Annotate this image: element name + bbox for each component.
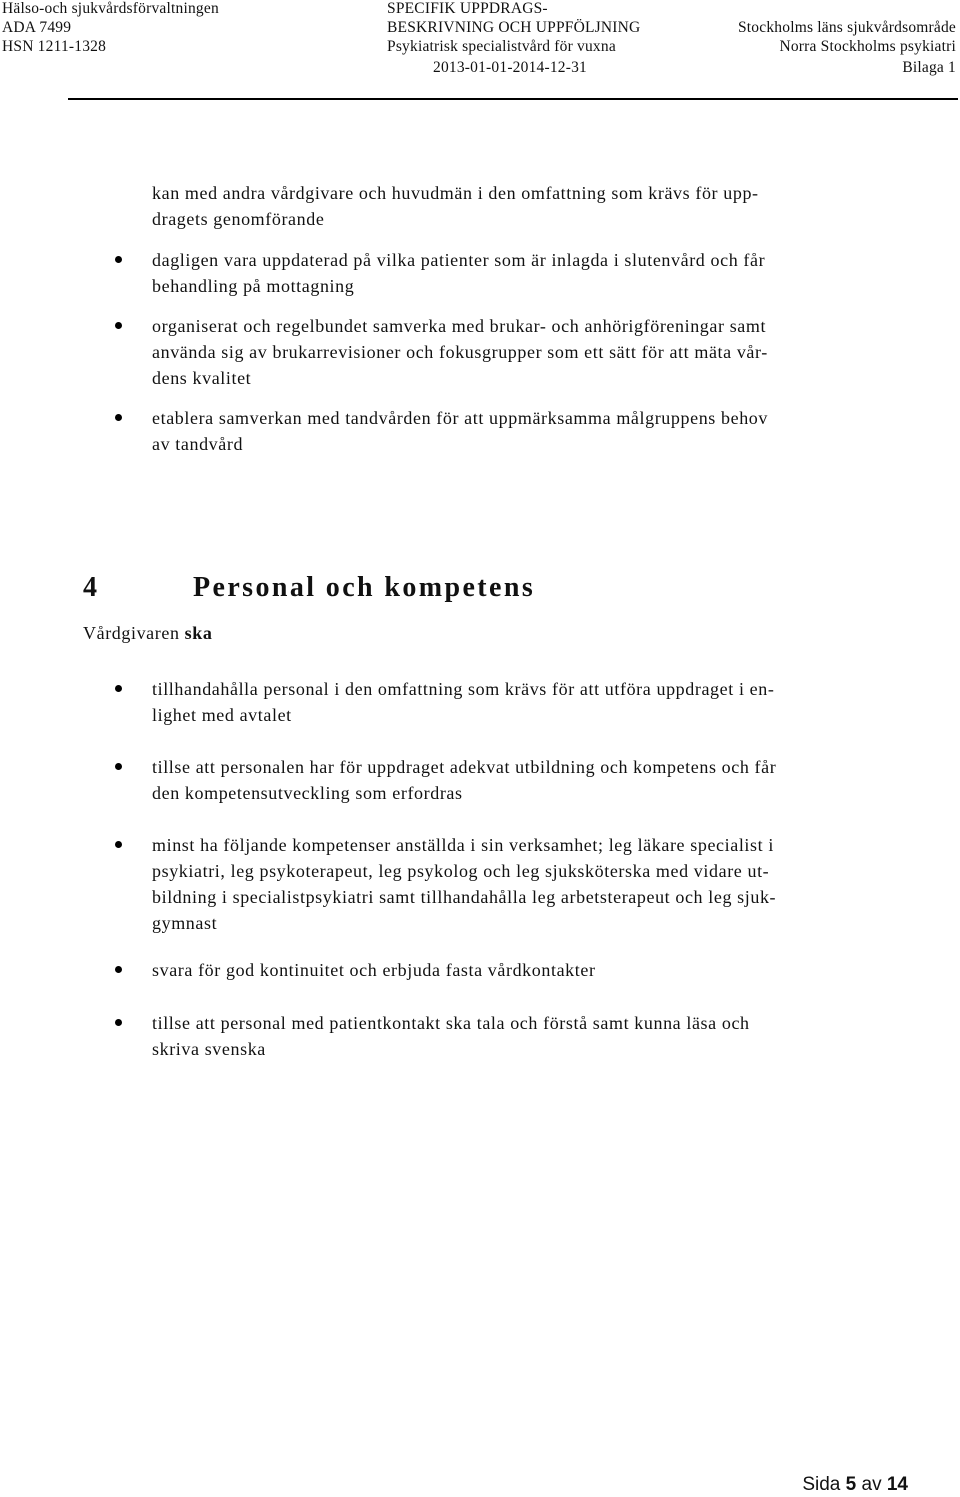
header-org: Hälso-och sjukvårdsförvaltningen — [2, 0, 219, 17]
list-item: dagligen vara uppdaterad på vilka patienter som är inlagda i slutenvård och får behandling på mottagning — [152, 250, 766, 296]
header-unit: Norra Stockholms psykiatri — [779, 38, 956, 55]
section-number: 4 — [83, 572, 97, 603]
bullet-icon — [115, 685, 125, 695]
header-attachment: Bilaga 1 — [902, 59, 956, 76]
header-area: Stockholms läns sjukvårdsområde — [737, 19, 956, 36]
bullet-icon — [115, 322, 125, 332]
page-number: Sida 5 av 14 — [802, 1474, 908, 1495]
list-item: minst ha följande kompetenser anställda i sin verksamhet; leg läkare specialist i psykiatri, leg psykoterapeut, leg psykolog och leg sjuksköterska med vidare ut- bildning i specialistpsykiatri samt tillhandahålla leg arbetsterapeut och leg sjuk- gymnast — [152, 835, 777, 933]
bullet-icon — [115, 966, 125, 976]
bullet-icon — [115, 763, 125, 773]
header-ada: ADA 7499 — [2, 19, 72, 36]
header-rule — [68, 98, 958, 100]
header-doc-title-2: BESKRIVNING OCH UPPFÖLJNING — [387, 19, 641, 36]
list-item: organiserat och regelbundet samverka med brukar- och anhörigföreningar samt använda sig av brukarrevisioner och fokusgrupper som ett sätt för att mäta vår- dens kvalitet — [152, 316, 768, 388]
list-item: tillse att personal med patientkontakt ska tala och förstå samt kunna läsa och skriva svenska — [152, 1013, 750, 1059]
bullet-icon — [115, 841, 125, 851]
bullet-icon — [115, 414, 125, 424]
header-hsn: HSN 1211-1328 — [2, 38, 107, 55]
header-period: 2013-01-01-2014-12-31 — [433, 59, 588, 76]
list-item: kan med andra vårdgivare och huvudmän i den omfattning som krävs för upp- dragets genomförande — [152, 183, 759, 229]
bullet-icon — [115, 256, 125, 266]
list-item: tillhandahålla personal i den omfattning som krävs för att utföra uppdraget i en- lighet med avtalet — [152, 679, 775, 725]
section-intro: Vårdgivaren ska — [83, 623, 213, 643]
list-item: tillse att personalen har för uppdraget adekvat utbildning och kompetens och får den kompetensutveckling som erfordras — [152, 757, 777, 803]
list-item: etablera samverkan med tandvården för att uppmärksamma målgruppens behov av tandvård — [152, 408, 768, 454]
list-item: svara för god kontinuitet och erbjuda fasta vårdkontakter — [152, 960, 596, 980]
bullet-icon — [115, 1019, 125, 1029]
header-doc-subtitle: Psykiatrisk specialistvård för vuxna — [387, 38, 616, 55]
section-title: Personal och kompetens — [193, 572, 536, 603]
header-doc-title-1: SPECIFIK UPPDRAGS- — [387, 0, 548, 17]
